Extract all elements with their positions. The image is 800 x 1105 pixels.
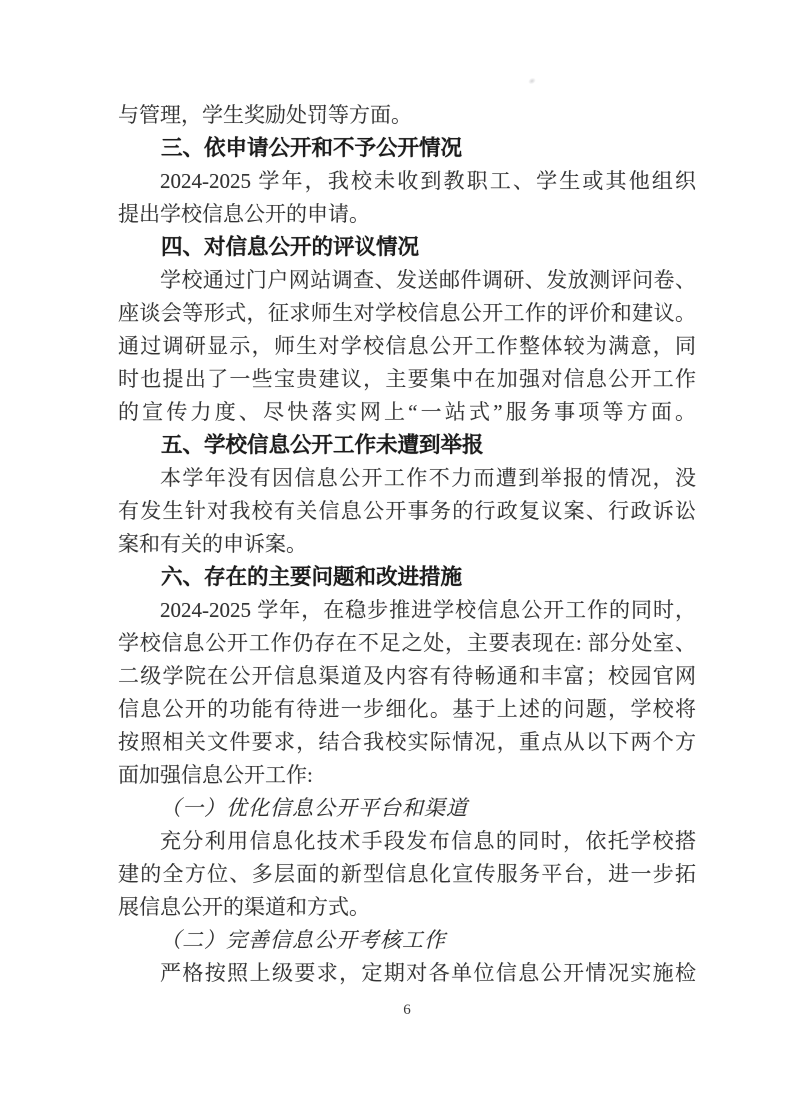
body-text-line: 信息公开的功能有待进一步细化。基于上述的问题，学校将 <box>118 697 696 721</box>
body-text-line: 面加强信息公开工作: <box>118 763 313 787</box>
body-text-line: 充分利用信息化技术手段发布信息的同时，依托学校搭 <box>160 829 696 853</box>
scan-artifact-speck <box>527 76 537 85</box>
section-heading-5: 五、学校信息公开工作未遭到举报 <box>161 433 484 457</box>
body-text-line: 时也提出了一些宝贵建议，主要集中在加强对信息公开工作 <box>118 367 696 391</box>
document-text-block <box>118 99 696 990</box>
section-heading-3: 三、依申请公开和不予公开情况 <box>161 136 463 160</box>
body-text-line: 案和有关的申诉案。 <box>118 532 307 556</box>
body-text-line: 2024-2025 学年，我校未收到教职工、学生或其他组织 <box>160 169 696 193</box>
page-number: 6 <box>403 1002 411 1018</box>
body-text-line: 通过调研显示，师生对学校信息公开工作整体较为满意，同 <box>118 334 696 358</box>
body-text-line: 严格按照上级要求，定期对各单位信息公开情况实施检 <box>160 961 696 985</box>
subsection-heading-1: （一）优化信息公开平台和渠道 <box>160 796 468 820</box>
subsection-heading-2: （二）完善信息公开考核工作 <box>160 928 446 952</box>
body-text-line: 展信息公开的渠道和方式。 <box>118 895 370 919</box>
body-text-line: 二级学院在公开信息渠道及内容有待畅通和丰富；校园官网 <box>118 664 696 688</box>
section-heading-6: 六、存在的主要问题和改进措施 <box>161 565 463 589</box>
body-text-line: 座谈会等形式，征求师生对学校信息公开工作的评价和建议。 <box>118 301 696 325</box>
body-text-line: 建的全方位、多层面的新型信息化宣传服务平台，进一步拓 <box>118 862 696 886</box>
body-text-line: 2024-2025 学年，在稳步推进学校信息公开工作的同时， <box>160 598 696 622</box>
body-text-line: 与管理，学生奖励处罚等方面。 <box>118 103 412 127</box>
body-text-line: 本学年没有因信息公开工作不力而遭到举报的情况，没 <box>160 466 696 490</box>
body-text-line: 有发生针对我校有关信息公开事务的行政复议案、行政诉讼 <box>118 499 696 523</box>
body-text-line: 按照相关文件要求，结合我校实际情况，重点从以下两个方 <box>118 730 696 754</box>
body-text-line: 学校信息公开工作仍存在不足之处，主要表现在: 部分处室、 <box>118 631 696 655</box>
body-text-line: 的宣传力度、尽快落实网上“一站式”服务事项等方面。 <box>118 400 696 424</box>
section-heading-4: 四、对信息公开的评议情况 <box>161 235 420 259</box>
body-text-line: 学校通过门户网站调查、发送邮件调研、发放测评问卷、 <box>160 268 696 292</box>
body-text-line: 提出学校信息公开的申请。 <box>118 202 370 226</box>
